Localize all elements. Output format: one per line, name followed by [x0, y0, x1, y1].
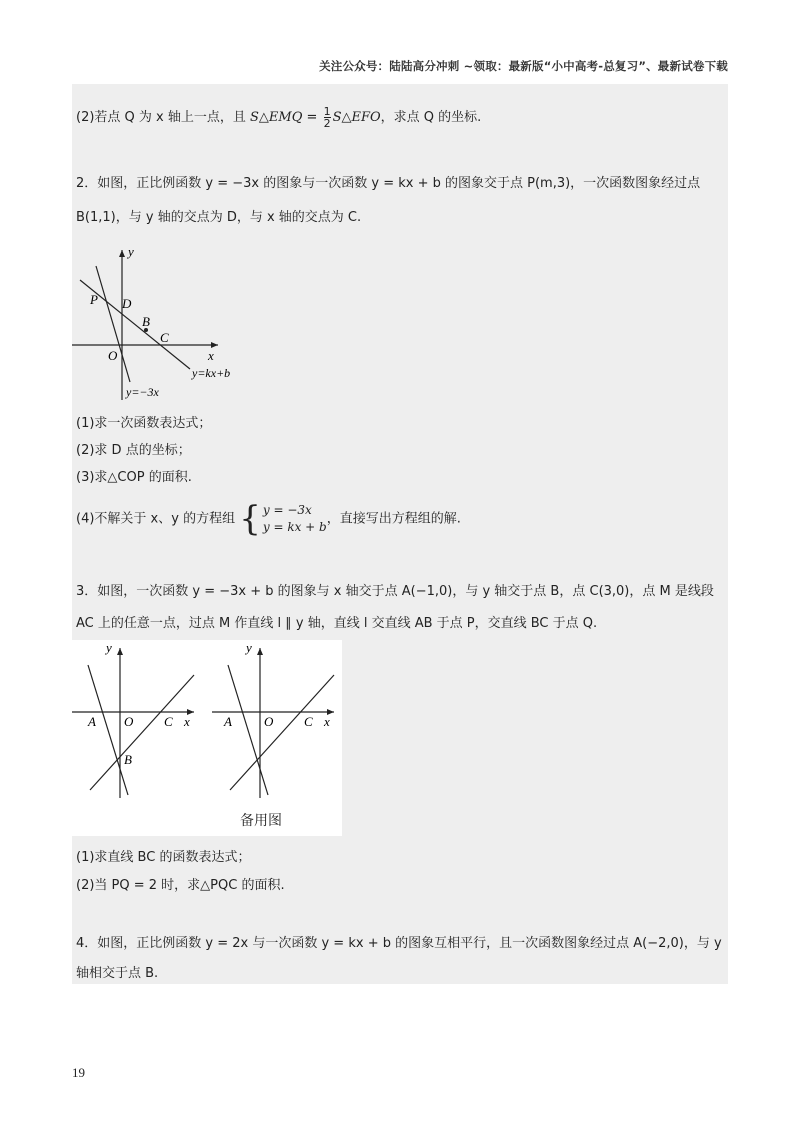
- q2-label-x: x: [208, 348, 214, 363]
- brace-icon: {: [239, 499, 261, 539]
- q2-part2: (2)求 D 点的坐标；: [76, 443, 191, 458]
- q2-label-y: y: [128, 244, 134, 259]
- q4-stem-line2: 轴相交于点 B.: [76, 966, 159, 981]
- q3a-line-bc: [90, 675, 194, 790]
- q2-label-d: D: [122, 296, 132, 311]
- q2-stem-line1: 2．如图，正比例函数 y = −3x 的图象与一次函数 y = kx + b 的图象交于点 P(m,3)，一次函数图象经过点: [76, 176, 701, 191]
- q4-stem-line1: 4．如图，正比例函数 y = 2x 与一次函数 y = kx + b 的图象互相平行，且一次函数图象经过点 A(−2,0)，与 y: [76, 936, 722, 951]
- q3-figure-panel: [72, 640, 342, 836]
- content-area: [72, 84, 728, 984]
- q3b-line-ab: [228, 665, 268, 795]
- q3b-line-bc: [230, 675, 334, 790]
- q2-line-neg3x: [96, 266, 130, 382]
- q2-part3: (3)求△COP 的面积.: [76, 470, 192, 485]
- q1-part2-prefix: (2)若点 Q 为 x 轴上一点，且: [76, 110, 251, 125]
- area-symbol-2: S△EFO: [332, 110, 381, 125]
- q3-part2: (2)当 PQ = 2 时，求△PQC 的面积.: [76, 878, 285, 893]
- q3-stem-line2: AC 上的任意一点，过点 M 作直线 l ∥ y 轴，直线 l 交直线 AB 于点 P，交直线 BC 于点 Q.: [76, 616, 598, 631]
- q3-figure-main: [72, 640, 207, 800]
- q2-stem-line2: B(1,1)，与 y 轴的交点为 D，与 x 轴的交点为 C.: [76, 210, 362, 225]
- q2-label-c: C: [160, 330, 169, 345]
- fraction-half: [324, 106, 331, 129]
- q3b-label-a: A: [224, 714, 232, 729]
- q2-label-line1: y=kx+b: [192, 366, 231, 380]
- sys-eq2: y = kx + b: [262, 520, 327, 534]
- q2-figure: [72, 242, 252, 402]
- q3a-label-o: O: [124, 714, 134, 729]
- eq-sign: =: [302, 110, 322, 125]
- equation-system: [263, 502, 327, 536]
- frac-den: 2: [323, 117, 331, 130]
- q3b-y-arrow: [257, 648, 263, 655]
- q3b-label-y: y: [246, 640, 252, 655]
- q3a-label-x: x: [184, 714, 190, 729]
- frac-num: 1: [323, 105, 331, 118]
- q2-label-p: P: [90, 292, 98, 307]
- q3-figure-caption: 备用图: [240, 813, 282, 829]
- q1-part2-suffix: ，求点 Q 的坐标.: [380, 110, 482, 125]
- sys-eq1: y = −3x: [262, 503, 312, 517]
- q3b-label-c: C: [304, 714, 313, 729]
- q3a-line-ab: [88, 665, 128, 795]
- q3-figure-backup: [212, 640, 347, 800]
- q3-stem-line1: 3．如图，一次函数 y = −3x + b 的图象与 x 轴交于点 A(−1,0)，与 y 轴交于点 B，点 C(3,0)，点 M 是线段: [76, 584, 714, 599]
- q2-label-line2: y=−3x: [126, 385, 159, 399]
- q2-part1: (1)求一次函数表达式；: [76, 416, 212, 431]
- q3a-y-arrow: [117, 648, 123, 655]
- q3b-label-o: O: [264, 714, 274, 729]
- page-number: 19: [72, 1065, 85, 1080]
- q3a-label-y: y: [106, 640, 112, 655]
- q3a-label-b: B: [124, 752, 132, 767]
- q1-part2: [76, 106, 481, 129]
- q2-y-arrow: [119, 250, 125, 257]
- q2-label-o: O: [108, 348, 118, 363]
- q2-part4: [76, 499, 461, 539]
- q3a-label-a: A: [88, 714, 96, 729]
- q2-part4-prefix: (4)不解关于 x、y 的方程组: [76, 511, 236, 527]
- q2-part4-suffix: ，直接写出方程组的解.: [326, 511, 461, 527]
- q3a-label-c: C: [164, 714, 173, 729]
- q3b-label-x: x: [324, 714, 330, 729]
- q2-label-b: B: [142, 314, 150, 329]
- area-symbol-1: S△EMQ: [250, 110, 303, 125]
- q3-part1: (1)求直线 BC 的函数表达式；: [76, 850, 251, 865]
- page-header: 关注公众号：陆陆高分冲刺 ~领取：最新版“小中高考-总复习”、最新试卷下载: [319, 59, 728, 73]
